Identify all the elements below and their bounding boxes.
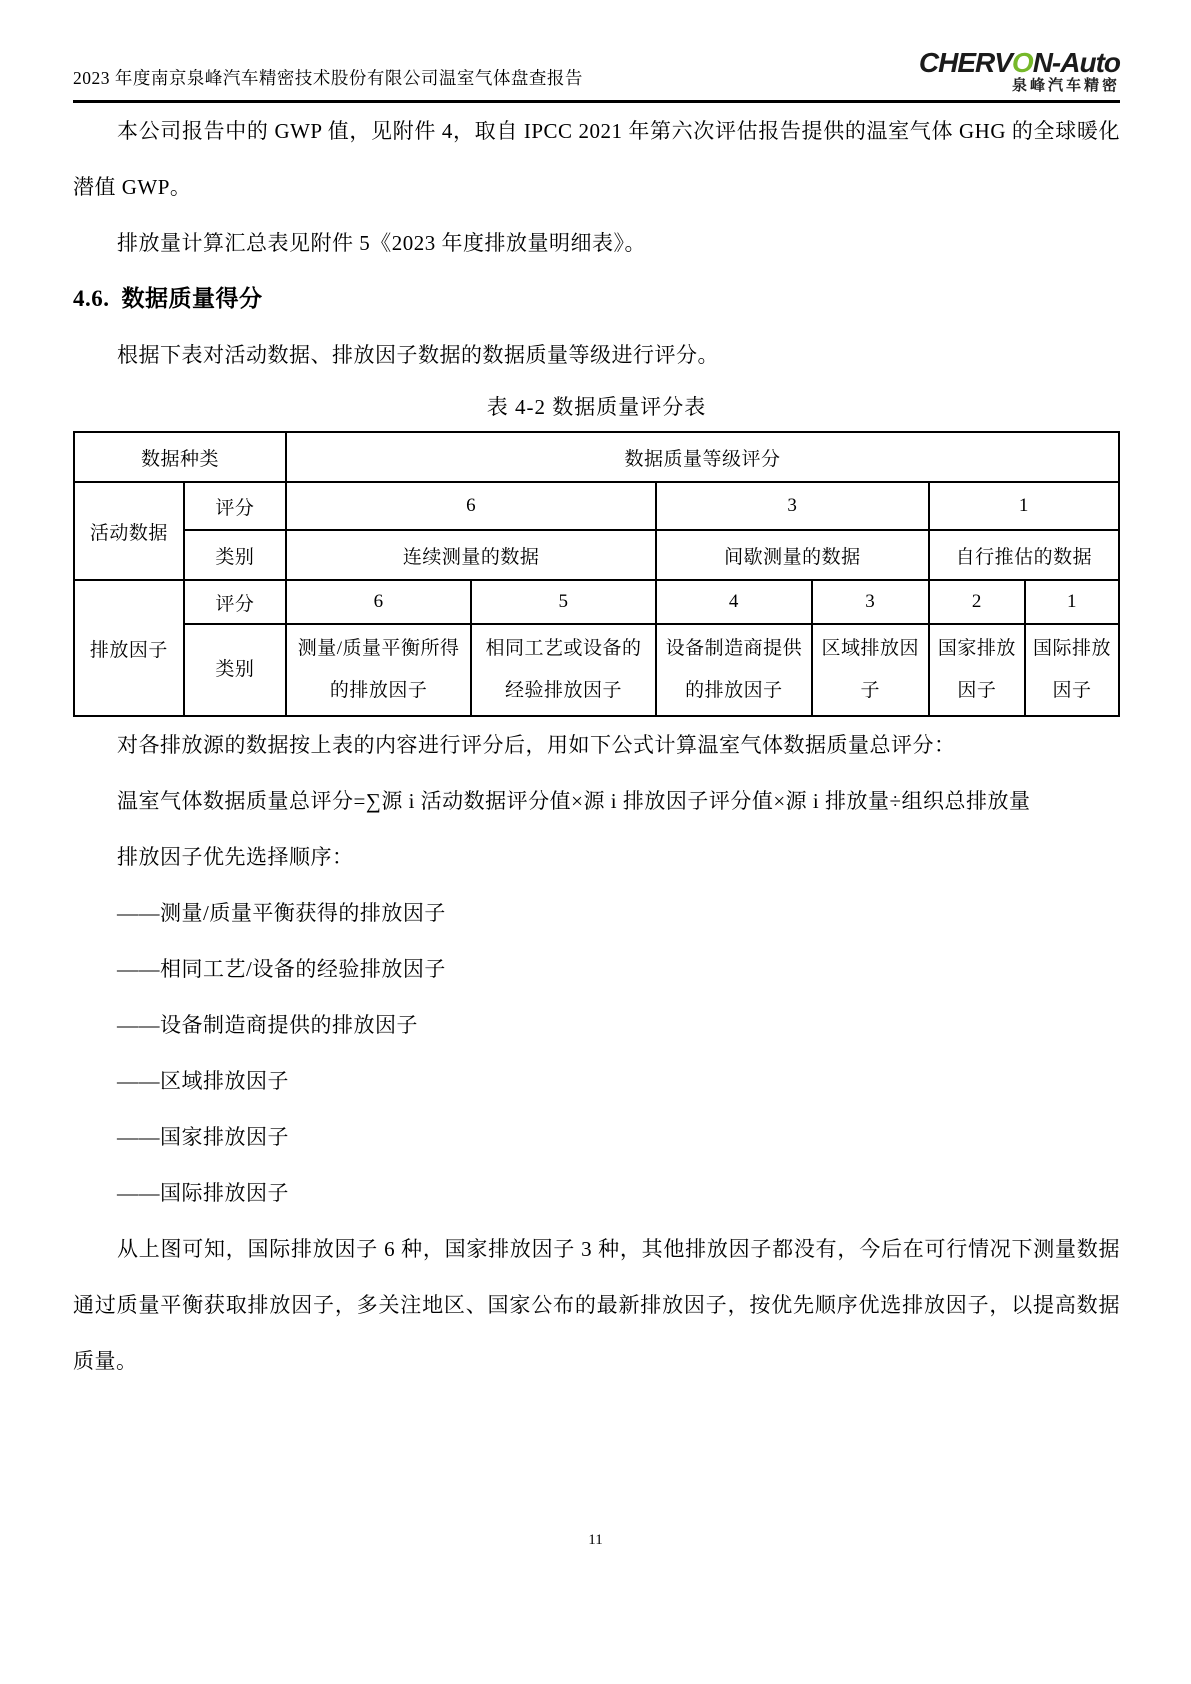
- logo-wordmark: [919, 48, 1120, 77]
- page-number: 11: [588, 1532, 603, 1548]
- section-title: 数据质量得分: [121, 286, 263, 312]
- emission-score-cell: 4: [656, 580, 812, 624]
- paragraph-priority-heading: 排放因子优先选择顺序：: [117, 845, 354, 870]
- priority-list: [73, 885, 1120, 1221]
- activity-score-row: [74, 482, 1119, 530]
- activity-category-cell: 自行推估的数据: [929, 530, 1119, 580]
- report-title: 2023 年度南京泉峰汽车精密技术股份有限公司温室气体盘查报告: [73, 68, 583, 89]
- emission-category-cell: 相同工艺或设备的经验排放因子: [471, 624, 656, 716]
- activity-category-cell: 连续测量的数据: [286, 530, 656, 580]
- table-header-row: [74, 432, 1119, 482]
- emission-score-cell: 3: [812, 580, 929, 624]
- priority-item: ——设备制造商提供的排放因子: [117, 1013, 418, 1038]
- activity-category-row: [74, 530, 1119, 580]
- emission-category-cell: 国际排放因子: [1025, 624, 1119, 716]
- paragraph-gwp: 本公司报告中的 GWP 值，见附件 4，取自 IPCC 2021 年第六次评估报告提供的温室气体 GHG 的全球暖化潜值 GWP。: [73, 119, 1120, 200]
- emission-category-cell: 国家排放因子: [929, 624, 1025, 716]
- logo-green-o-icon: O: [1011, 47, 1033, 78]
- header-cell-data-kind: 数据种类: [74, 432, 286, 482]
- activity-score-cell: 6: [286, 482, 656, 530]
- paragraph-attachment5: 排放量计算汇总表见附件 5《2023 年度排放量明细表》。: [117, 231, 646, 256]
- emission-score-cell: 2: [929, 580, 1025, 624]
- priority-item: ——国际排放因子: [117, 1181, 289, 1206]
- row-label-emission-factor: 排放因子: [74, 580, 184, 716]
- logo-text-post: N-Auto: [1032, 47, 1120, 78]
- priority-item: ——区域排放因子: [117, 1069, 289, 1094]
- data-quality-table: [73, 431, 1120, 717]
- emission-category-row: [74, 624, 1119, 716]
- activity-score-label: 评分: [184, 482, 286, 530]
- activity-score-cell: 3: [656, 482, 929, 530]
- paragraph-after-table: 对各排放源的数据按上表的内容进行评分后，用如下公式计算温室气体数据质量总评分：: [117, 733, 956, 758]
- chervon-auto-logo: [919, 48, 1120, 94]
- row-label-activity-data: 活动数据: [74, 482, 184, 580]
- paragraph-conclusion: 从上图可知，国际排放因子 6 种，国家排放因子 3 种，其他排放因子都没有，今后在可行情况下测量数据通过质量平衡获取排放因子，多关注地区、国家公布的最新排放因子，按优先顺序优选排放因子，以提高数据质量。: [73, 1237, 1120, 1374]
- emission-score-row: [74, 580, 1119, 624]
- emission-score-label: 评分: [184, 580, 286, 624]
- priority-item: ——相同工艺/设备的经验排放因子: [117, 957, 446, 982]
- section-number: 4.6.: [73, 286, 110, 312]
- activity-category-label: 类别: [184, 530, 286, 580]
- logo-subtitle: 泉峰汽车精密: [1011, 77, 1120, 95]
- logo-text-pre: CHERV: [918, 47, 1012, 78]
- emission-category-cell: 测量/质量平衡所得的排放因子: [286, 624, 471, 716]
- emission-score-cell: 1: [1025, 580, 1119, 624]
- activity-score-cell: 1: [929, 482, 1119, 530]
- activity-category-cell: 间歇测量的数据: [656, 530, 929, 580]
- section-heading: [73, 271, 1120, 327]
- page-header: [73, 48, 1120, 94]
- emission-category-label: 类别: [184, 624, 286, 716]
- priority-item: ——测量/质量平衡获得的排放因子: [117, 901, 446, 926]
- emission-score-cell: 6: [286, 580, 471, 624]
- emission-category-cell: 区域排放因子: [812, 624, 929, 716]
- header-cell-quality-score: 数据质量等级评分: [286, 432, 1119, 482]
- paragraph-formula: 温室气体数据质量总评分=∑源 i 活动数据评分值×源 i 排放因子评分值×源 i 排放量÷组织总排放量: [117, 789, 1031, 814]
- priority-item: ——国家排放因子: [117, 1125, 289, 1150]
- table-caption: 表 4-2 数据质量评分表: [486, 395, 707, 420]
- emission-category-cell: 设备制造商提供的排放因子: [656, 624, 812, 716]
- emission-score-cell: 5: [471, 580, 656, 624]
- page-content: [73, 48, 1120, 1389]
- paragraph-intro: 根据下表对活动数据、排放因子数据的数据质量等级进行评分。: [117, 343, 719, 368]
